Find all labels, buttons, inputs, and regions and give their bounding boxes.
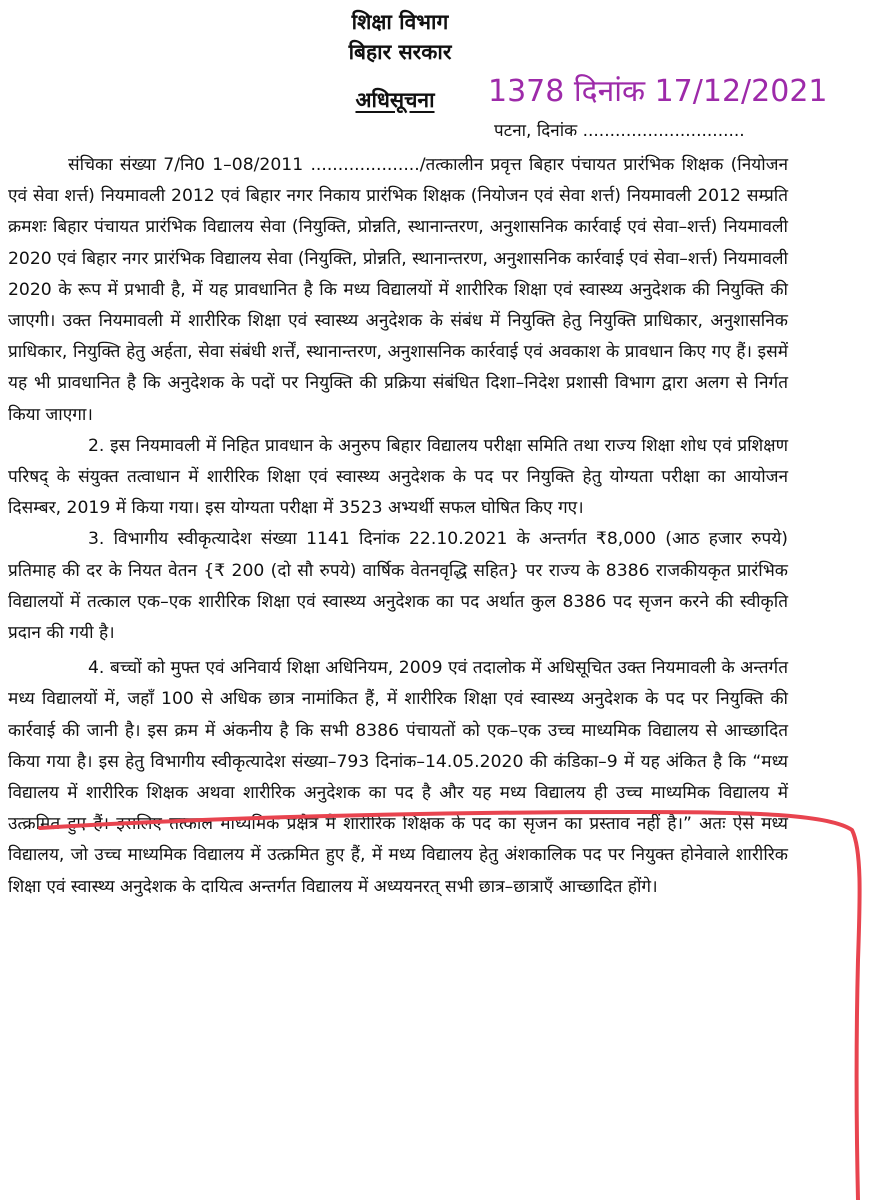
notification-body — [8, 150, 788, 903]
paragraph-3: 3. विभागीय स्वीकृत्यादेश संख्या 1141 दिनांक 22.10.2021 के अन्तर्गत ₹8,000 (आठ हजार रुपये) प्रतिमाह की दर के नियत वेतन {₹ 200 (दो सौ रुपये) वार्षिक वेतनवृद्धि सहित} पर राज्य के 8386 राजकीयकृत प्रारंभिक विद्यालयों में तत्काल एक–एक शारीरिक शिक्षा एवं स्वास्थ्य अनुदेशक का पद अर्थात कुल 8386 पद सृजन करने की स्वीकृति प्रदान की गयी है। — [8, 529, 788, 644]
handwritten-stamp-number-date: 1378 दिनांक 17/12/2021 — [488, 74, 828, 109]
department-heading: शिक्षा विभाग — [351, 10, 449, 34]
paragraph-4: 4. बच्चों को मुफ्त एवं अनिवार्य शिक्षा अधिनियम, 2009 एवं तदालोक में अधिसूचित उक्त नियमावली के अन्तर्गत मध्य विद्यालयों में, जहाँ 100 से अधिक छात्र नामांकित हैं, में शारीरिक शिक्षा एवं स्वास्थ्य अनुदेशक के पद पर नियुक्ति की कार्रवाई की जानी है। इस क्रम में अंकनीय है कि सभी 8386 पंचायतों को एक–एक उच्च माध्यमिक विद्यालय से आच्छादित किया गया है। इस हेतु विभागीय स्वीकृत्यादेश संख्या–793 दिनांक–14.05.2020 की कंडिका–9 में यह अंकित है कि “मध्य विद्यालय में शारीरिक शिक्षक अथवा शारीरिक अनुदेशक का पद है और यह मध्य विद्यालय ही उच्च माध्यमिक विद्यालय में उत्क्रमित हुए हैं। इसलिए तत्काल माध्यमिक प्रक्षेत्र में शारीरिक शिक्षक के पद का सृजन का प्रस्ताव नहीं है।” अतः ऐसे मध्य विद्यालय, जो उच्च माध्यमिक विद्यालय में उत्क्रमित हुए हैं, में मध्य विद्यालय हेतु अंशकालिक पद पर नियुक्त होनेवाले शारीरिक शिक्षा एवं स्वास्थ्य अनुदेशक के दायित्व अन्तर्गत विद्यालय में अध्ययनरत् सभी छात्र–छात्राएँ आच्छादित होंगे। — [8, 658, 788, 897]
notification-title: अधिसूचना — [355, 88, 435, 112]
paragraph-2: 2. इस नियमावली में निहित प्रावधान के अनुरुप बिहार विद्यालय परीक्षा समिति तथा राज्य शिक्षा शोध एवं प्रशिक्षण परिषद् के संयुक्त तत्वाधान में शारीरिक शिक्षा एवं स्वास्थ्य अनुदेशक के पद पर नियुक्ति हेतु योग्यता परीक्षा का आयोजन दिसम्बर, 2019 में किया गया। इस योग्यता परीक्षा में 3523 अभ्यर्थी सफल घोषित किए गए। — [8, 435, 788, 519]
government-heading: बिहार सरकार — [348, 40, 452, 64]
place-date-line: पटना, दिनांक .............................. — [494, 121, 745, 141]
paragraph-1: संचिका संख्या 7/नि0 1–08/2011 ..................../तत्कालीन प्रवृत्त बिहार पंचायत प्रारंभिक शिक्षक (नियोजन एवं सेवा शर्त्त) नियमावली 2012 एवं बिहार नगर निकाय प्रारंभिक शिक्षक (नियोजन एवं सेवा शर्त्त) नियमावली 2012 सम्प्रति क्रमशः बिहार पंचायत प्रारंभिक विद्यालय सेवा (नियुक्ति, प्रोन्नति, स्थानान्तरण, अनुशासनिक कार्रवाई एवं सेवा–शर्त्त) नियमावली 2020 एवं बिहार नगर प्रारंभिक विद्यालय सेवा (नियुक्ति, प्रोन्नति, स्थानान्तरण, अनुशासनिक कार्रवाई एवं सेवा–शर्त्त) नियमावली 2020 के रूप में प्रभावी है, में यह प्रावधानित है कि मध्य विद्यालयों में शारीरिक शिक्षा एवं स्वास्थ्य अनुदेशक की नियुक्ति की जाएगी। उक्त नियमावली में शारीरिक शिक्षा एवं स्वास्थ्य अनुदेशक के संबंध में नियुक्ति हेतु नियुक्ति प्राधिकार, अनुशासनिक प्राधिकार, नियुक्ति हेतु अर्हता, सेवा संबंधी शर्त्तें, स्थानान्तरण, अनुशासनिक कार्रवाई एवं अवकाश के प्रावधान किए गए हैं। इसमें यह भी प्रावधानित है कि अनुदेशक के पदों पर नियुक्ति की प्रक्रिया संबंधित दिशा–निदेश प्रशासी विभाग द्वारा अलग से निर्गत किया जाएगा। — [8, 155, 788, 425]
